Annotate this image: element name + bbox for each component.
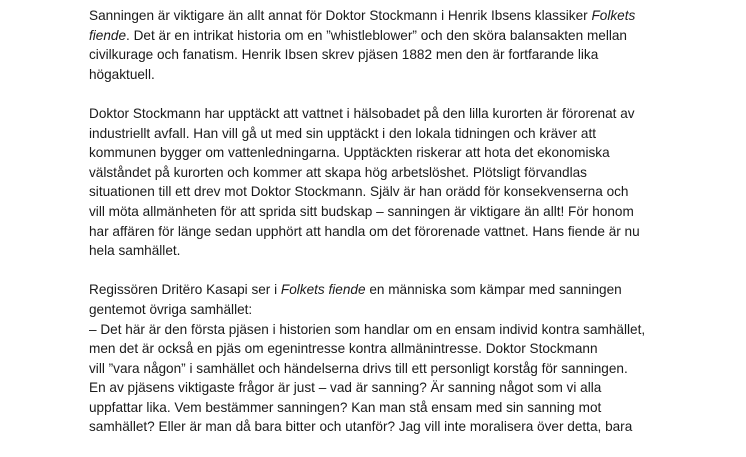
document-page <box>89 6 689 457</box>
italic-title: Folkets <box>591 8 636 23</box>
paragraph-plot <box>89 104 689 261</box>
text-line: hela samhället. <box>89 243 181 259</box>
text-line: gentemot övriga samhället: <box>89 301 253 317</box>
text-line: industriellt avfall. Han vill gå ut med sin upptäckt i den lokala tidningen och kräver att <box>89 125 597 141</box>
paragraph-director <box>89 280 689 437</box>
text-line: kommunen bygger om vattenledningarna. Upptäckten riskerar att hota det ekonomiska <box>89 145 610 161</box>
italic-title: Folkets fiende <box>280 282 366 298</box>
text-line: vill möta allmänheten för att sprida sitt budskap – sanningen är viktigare än allt! För honom <box>89 203 634 219</box>
quote-line: samhället? Eller är man då bara bitter och utanför? Jag vill inte moralisera över detta, bara <box>89 419 633 435</box>
paragraph-intro <box>89 6 689 84</box>
text-run: Regissören Dritëro Kasapi ser i <box>89 282 281 298</box>
text-line <box>89 26 689 46</box>
text-line <box>89 280 689 300</box>
quote-line: men det är också en pjäs om egenintresse kontra allmänintresse. Doktor Stockmann <box>89 341 598 357</box>
italic-title: fiende <box>89 27 127 43</box>
quote-line: En av pjäsens viktigaste frågor är just – vad är sanning? Är sanning något som vi alla <box>89 380 602 396</box>
text-line: situationen till ett drev mot Doktor Stockmann. Själv är han orädd för konsekvenserna och <box>89 184 629 200</box>
text-line: civilkurage och fanatism. Henrik Ibsen skrev pjäsen 1882 men den är fortfarande lika <box>89 47 599 63</box>
quote-line: – Det här är den första pjäsen i historien som handlar om en ensam individ kontra samhället, <box>89 321 646 337</box>
text-line: har affären för länge sedan upphört att handla om det förorenade vattnet. Hans fiende är nu <box>89 223 640 239</box>
quote-line: vill ”vara någon” i samhället och händelserna drivs till ett personligt korståg för sanningen. <box>89 360 628 376</box>
quote-line: uppfattar lika. Vem bestämmer sanningen? Kan man stå ensam med sin sanning mot <box>89 399 602 415</box>
text-line: högaktuell. <box>89 66 155 82</box>
text-line: Doktor Stockmann har upptäckt att vattnet i hälsobadet på den lilla kurorten är förorenat av <box>89 105 635 121</box>
text-run: . Det är en intrikat historia om en ”whistleblower” och den sköra balansakten mellan <box>126 27 627 43</box>
text-line <box>89 6 689 26</box>
text-run: en människa som kämpar med sanningen <box>365 282 622 298</box>
text-run: Sanningen är viktigare än allt annat för Doktor Stockmann i Henrik Ibsens klassiker <box>89 8 592 23</box>
text-line: välståndet på kurorten och kommer att skapa hög arbetslöshet. Plötsligt förvandlas <box>89 164 587 180</box>
